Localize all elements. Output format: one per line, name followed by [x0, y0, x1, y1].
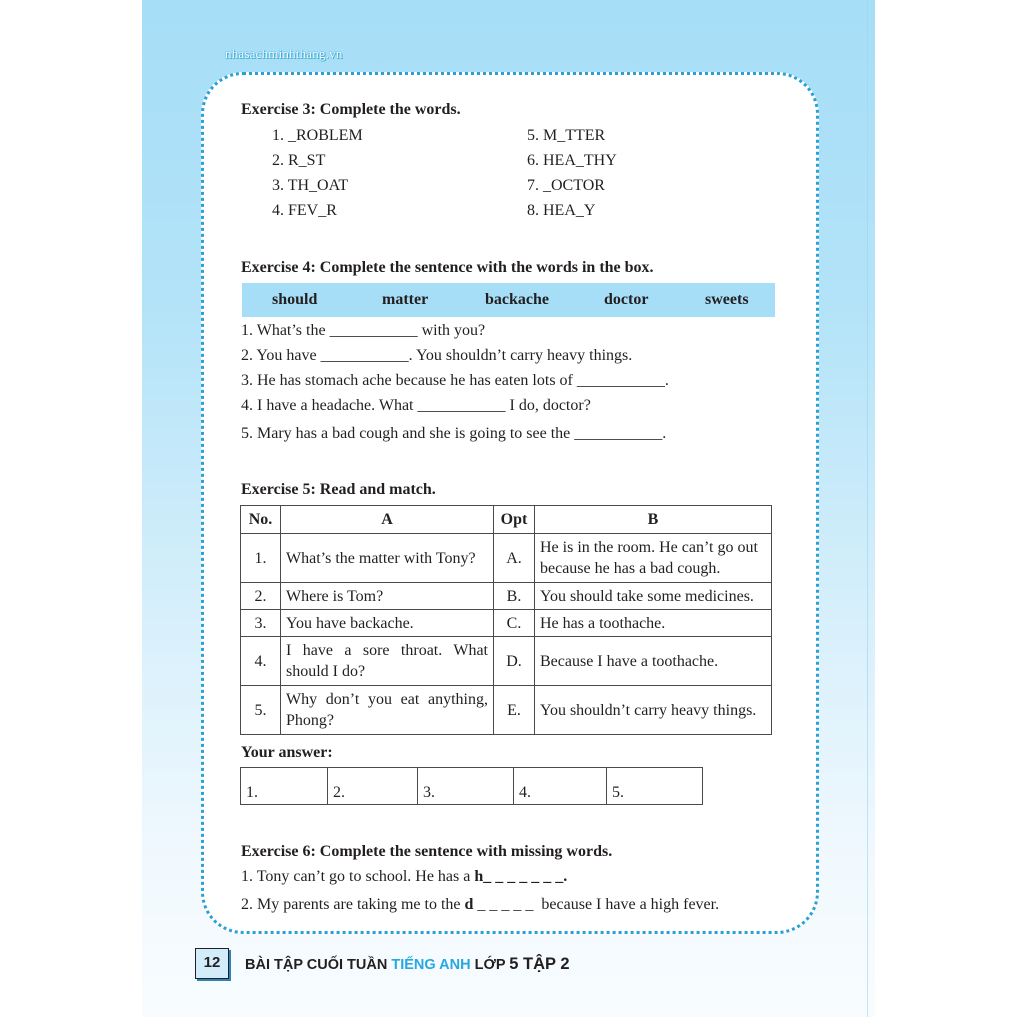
page-edge-line: [867, 0, 868, 1017]
table-row: [241, 534, 772, 583]
s2-hint-letter: d: [464, 896, 474, 913]
exercise3-item: 2. R_ST: [272, 152, 326, 169]
cell-a: Where is Tom?: [281, 583, 494, 610]
exercise4-sentence: 1. What’s the ___________ with you?: [241, 322, 486, 339]
word-should: should: [272, 291, 318, 308]
cell-no: 1.: [241, 534, 281, 583]
answer-table: [240, 767, 703, 805]
cell-b: He is in the room. He can’t go out because he has a bad cough.: [535, 534, 772, 583]
footer-part3: LỚP: [470, 957, 510, 973]
answer-cell[interactable]: 1.: [241, 768, 328, 805]
table-header-row: [241, 506, 772, 534]
exercise4-title: Exercise 4: Complete the sentence with the words in the box.: [241, 259, 654, 276]
header-no: No.: [241, 506, 281, 534]
word-matter: matter: [382, 291, 429, 308]
cell-a: I have a sore throat. What should I do?: [281, 637, 494, 686]
watermark: nhasachminhthang.vn: [225, 46, 343, 61]
header-opt: Opt: [494, 506, 535, 534]
cell-b: You should take some medicines.: [535, 583, 772, 610]
exercise5-title: Exercise 5: Read and match.: [241, 481, 436, 498]
header-b: B: [535, 506, 772, 534]
exercise3-item: 6. HEA_THY: [527, 152, 617, 169]
table-row: [241, 637, 772, 686]
exercise4-sentence: 3. He has stomach ache because he has eaten lots of ___________.: [241, 372, 669, 389]
table-row: [241, 583, 772, 610]
exercise6-title: Exercise 6: Complete the sentence with missing words.: [241, 843, 613, 860]
s2-text: 2. My parents are taking me to the: [241, 896, 465, 913]
cell-b: You shouldn’t carry heavy things.: [535, 686, 772, 735]
word-sweets: sweets: [705, 291, 749, 308]
footer-subject: TIẾNG ANH: [391, 957, 471, 973]
answer-cell[interactable]: 5.: [607, 768, 703, 805]
s1-blanks: _ _ _ _ _ _ _.: [483, 868, 568, 885]
exercise3-item: 1. _ROBLEM: [272, 127, 363, 144]
word-backache: backache: [485, 291, 549, 308]
cell-b: Because I have a toothache.: [535, 637, 772, 686]
exercise4-sentence: 5. Mary has a bad cough and she is going to see the ___________.: [241, 425, 667, 442]
page-number: 12: [195, 948, 229, 979]
word-box: [242, 283, 775, 317]
answer-cell[interactable]: 2.: [328, 768, 418, 805]
word-doctor: doctor: [604, 291, 649, 308]
cell-b: He has a toothache.: [535, 610, 772, 637]
s1-text: 1. Tony can’t go to school. He has a: [241, 868, 475, 885]
table-row: [241, 610, 772, 637]
cell-opt: E.: [494, 686, 535, 735]
exercise4-sentence: 4. I have a headache. What ___________ I do, doctor?: [241, 397, 591, 414]
exercise3-item: 8. HEA_Y: [527, 202, 596, 219]
s2-rest: _ _ _ _ _ because I have a high fever.: [473, 896, 720, 913]
answer-cell[interactable]: 3.: [418, 768, 514, 805]
exercise3-item: 5. M_TTER: [527, 127, 606, 144]
cell-a: You have backache.: [281, 610, 494, 637]
cell-no: 4.: [241, 637, 281, 686]
cell-opt: C.: [494, 610, 535, 637]
header-a: A: [281, 506, 494, 534]
cell-no: 5.: [241, 686, 281, 735]
table-row: [241, 686, 772, 735]
answer-cell[interactable]: 4.: [514, 768, 607, 805]
exercise6-sentence-1: [241, 868, 567, 886]
exercise4-sentence: 2. You have ___________. You shouldn’t carry heavy things.: [241, 347, 633, 364]
exercise3-item: 3. TH_OAT: [272, 177, 349, 194]
your-answer-label: Your answer:: [241, 744, 333, 761]
exercise3-item: 7. _OCTOR: [527, 177, 605, 194]
s1-hint-letter: h: [474, 868, 484, 885]
footer-part1: BÀI TẬP CUỐI TUẦN: [245, 957, 392, 973]
cell-no: 3.: [241, 610, 281, 637]
cell-opt: A.: [494, 534, 535, 583]
footer-grade: 5 TẬP 2: [509, 955, 570, 973]
cell-opt: D.: [494, 637, 535, 686]
cell-no: 2.: [241, 583, 281, 610]
cell-a: What’s the matter with Tony?: [281, 534, 494, 583]
footer-title: [245, 955, 570, 974]
exercise3-title: Exercise 3: Complete the words.: [241, 101, 461, 118]
match-table: [240, 505, 772, 735]
exercise6-sentence-2: [241, 896, 719, 914]
exercise3-item: 4. FEV_R: [272, 202, 337, 219]
cell-a: Why don’t you eat anything, Phong?: [281, 686, 494, 735]
cell-opt: B.: [494, 583, 535, 610]
